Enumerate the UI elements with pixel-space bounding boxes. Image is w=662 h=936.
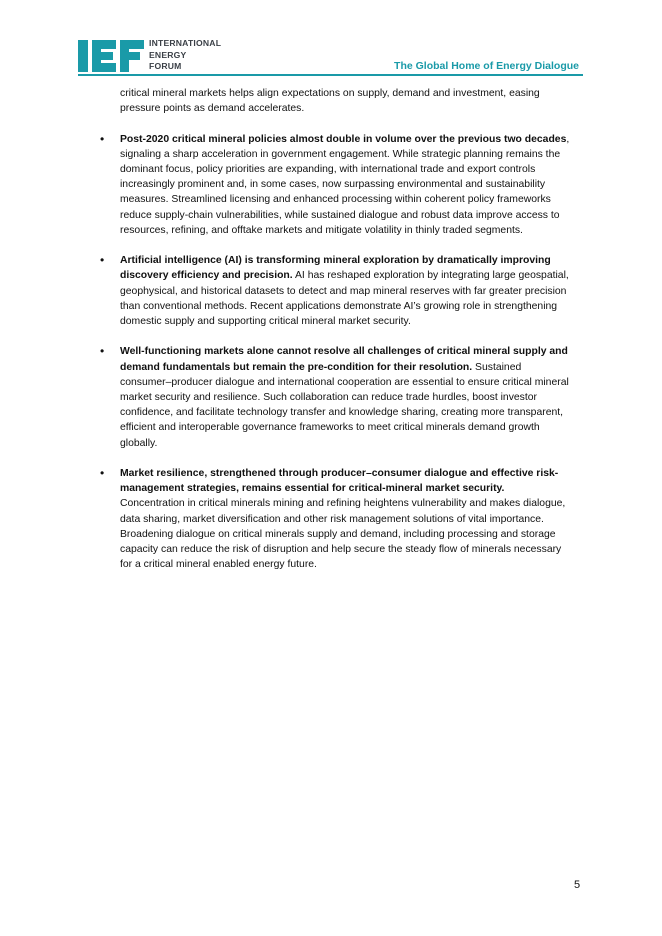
bullet-icon: • (100, 466, 105, 481)
body-content (100, 86, 570, 572)
list-item (100, 344, 570, 450)
header-divider (78, 74, 583, 76)
bullet-text: Concentration in critical minerals mining and refining heightens vulnerability and makes dialogue, data sharing, market diversification and other risk management solutions of vital importance. Broadening dialogue on critical minerals supply and demand, including processing and storage capacity can reduce the risk of disruption and help secure the steady flow of minerals necessary for a critical mineral enabled energy future. (120, 498, 566, 571)
ief-logo (78, 38, 146, 74)
bullet-text: Sustained consumer–producer dialogue and international cooperation are essential to ensure critical mineral market security and resilience. Such collaboration can reduce trade hurdles, boost investor confidence, and facilitate technology transfer and knowledge sharing, creating more transparent, efficient and interoperable governance frameworks to meet critical minerals demand growth globally. (120, 361, 569, 449)
bullet-heading: Well-functioning markets alone cannot resolve all challenges of critical mineral supply and demand fundamentals but remain the pre-condition for their resolution. (120, 346, 568, 373)
bullet-icon: • (100, 344, 105, 359)
bullet-heading: Artificial intelligence (AI) is transforming mineral exploration by dramatically improving discovery efficiency and precision. (120, 255, 551, 282)
list-item (100, 131, 570, 238)
intro-paragraph: critical mineral markets helps align expectations on supply, demand and investment, easing pressure points as demand accelerates. (120, 88, 540, 115)
bullet-icon: • (100, 131, 105, 146)
page-number: 5 (574, 879, 581, 891)
bullet-heading: Post-2020 critical mineral policies almost double in volume over the previous two decades (120, 133, 567, 145)
logo-wordmark (149, 38, 221, 73)
list-item (100, 253, 570, 329)
bullet-heading: Market resilience, strengthened through producer–consumer dialogue and effective risk-management strategies, remains essential for critical-mineral market security. (120, 468, 559, 495)
bullet-text: AI has reshaped exploration by integrating large geospatial, geophysical, and historical datasets to detect and map mineral reserves with far greater precision than conventional methods. Recent applications demonstrate AI’s growing role in strengthening domestic supply and supporting critical mineral market security. (120, 270, 569, 328)
bullet-icon: • (100, 253, 105, 268)
logo-line-1: INTERNATIONAL (149, 38, 222, 48)
list-item (100, 466, 570, 572)
logo-line-2: ENERGY (149, 49, 187, 60)
key-findings-list (100, 131, 570, 573)
page-header (0, 0, 662, 80)
bullet-text: , signaling a sharp acceleration in government engagement. While strategic planning remains the dominant focus, policy priorities are expanding, with international trade and export controls increasingly prominent and, in some cases, now surpassing environmental and sustainability measures. Streamlined licensing and enhanced processing within coherent policy frameworks reduce supply-chain vulnerabilities, while sustained dialogue and robust data improve access to resources, refining, and offtake markets and mitigate volatility in thinly traded segments. (120, 133, 570, 236)
logo-line-3: FORUM (149, 61, 182, 72)
header-tagline: The Global Home of Energy Dialogue (394, 60, 579, 72)
